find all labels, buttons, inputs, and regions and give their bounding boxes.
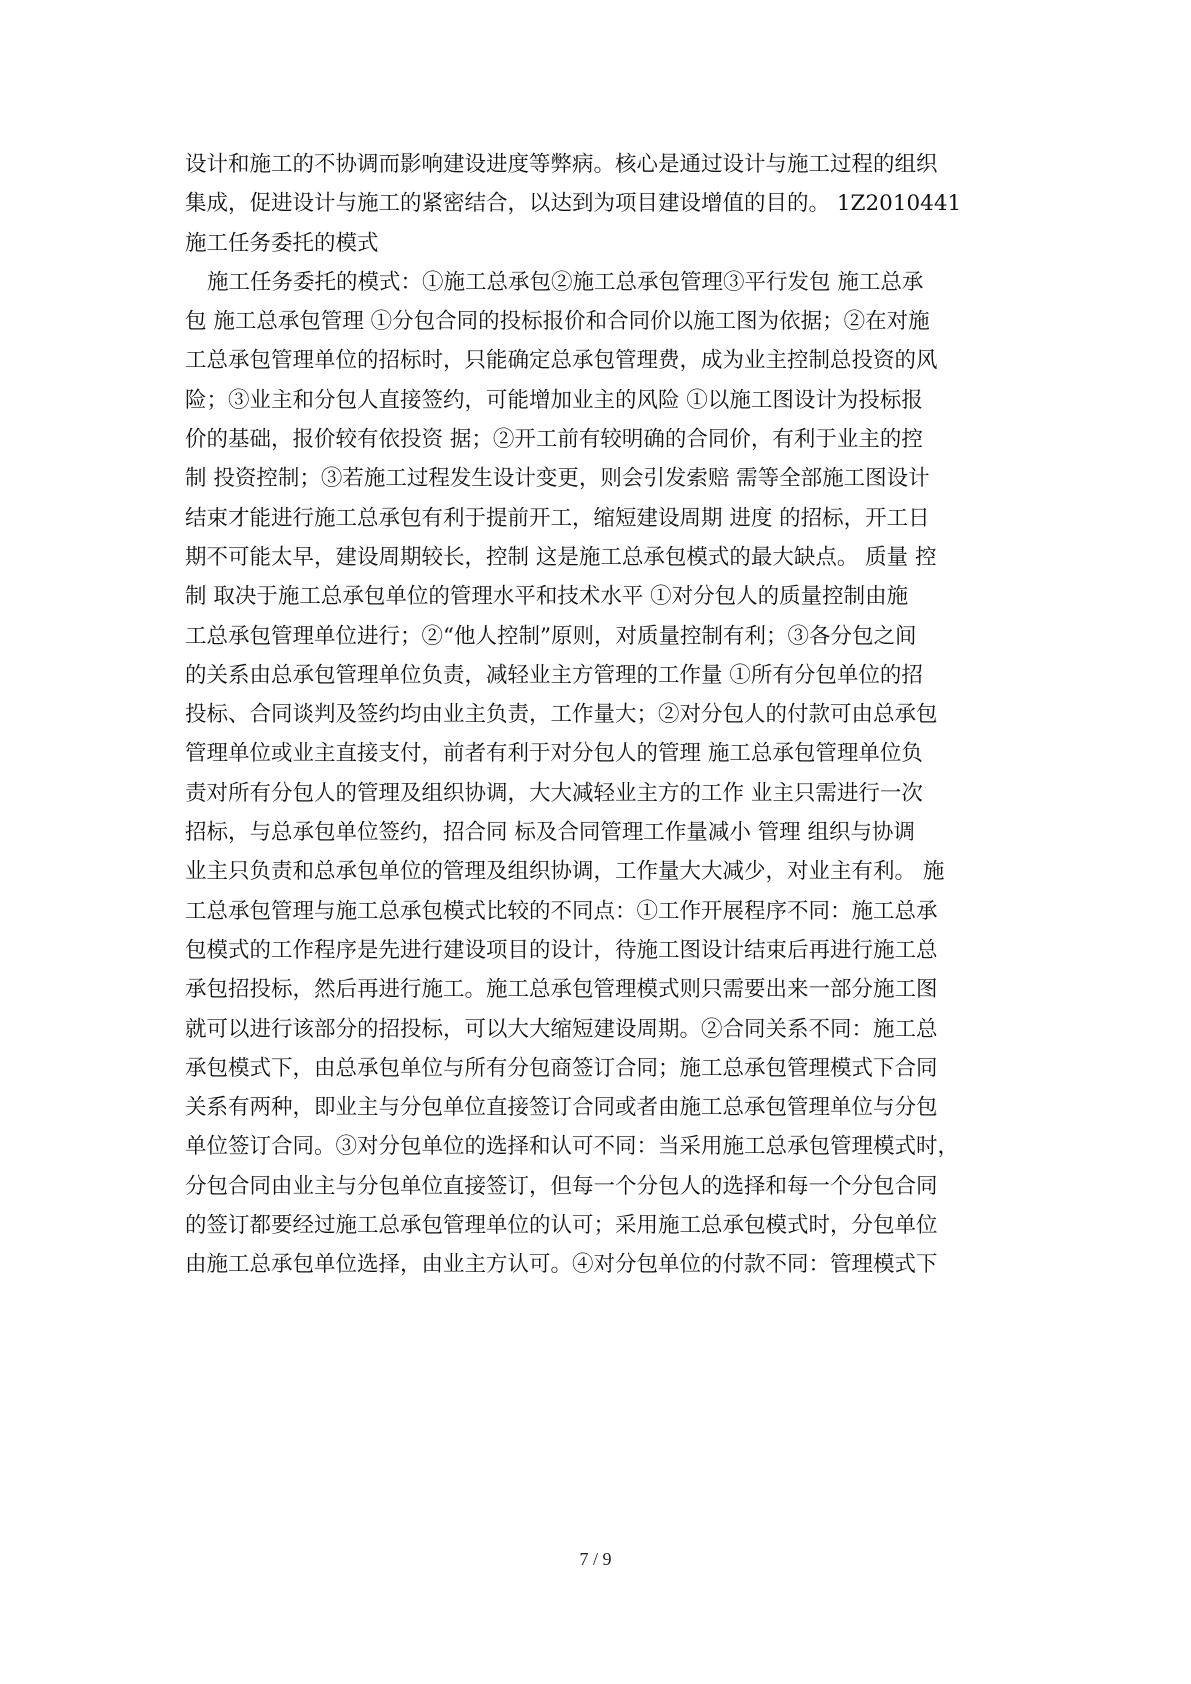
text-line: 招标，与总承包单位签约，招合同 标及合同管理工作量减小 管理 组织与协调 (185, 820, 916, 846)
text-line: 设计和施工的不协调而影响建设进度等弊病。核心是通过设计与施工过程的组织 (185, 152, 938, 177)
text-line: 分包合同由业主与分包单位直接签订，但每一个分包人的选择和每一个分包合同 (185, 1173, 938, 1199)
text-line: 承包招投标，然后再进行施工。施工总承包管理模式则只需要出来一部分施工图 (185, 977, 938, 1003)
text-line: 施工任务委托的模式：①施工总承包②施工总承包管理③平行发包 施工总承 (207, 269, 924, 295)
text-line: 投标、合同谈判及签约均由业主负责，工作量大；②对分包人的付款可由总承包 (185, 702, 938, 728)
text-line: 集成，促进设计与施工的紧密结合，以达到为项目建设增值的目的。 1Z2010441 (185, 191, 962, 217)
text-line: 的签订都要经过施工总承包管理单位的认可；采用施工总承包模式时，分包单位 (185, 1213, 938, 1239)
text-line: 工总承包管理单位进行；②“他人控制”原则，对质量控制有利；③各分包之间 (185, 623, 917, 649)
text-line: 就可以进行该部分的招投标，可以大大缩短建设周期。②合同关系不同：施工总 (185, 1016, 938, 1042)
text-line: 管理单位或业主直接支付，前者有利于对分包人的管理 施工总承包管理单位负 (185, 741, 923, 767)
section-heading: 施工任务委托的模式 (185, 230, 379, 256)
text-line: 由施工总承包单位选择，由业主方认可。④对分包单位的付款不同：管理模式下 (185, 1252, 938, 1278)
text-line: 业主只负责和总承包单位的管理及组织协调，工作量大大减少，对业主有利。 施 (185, 859, 945, 885)
text-line: 险；③业主和分包人直接签约，可能增加业主的风险 ①以施工图设计为投标报 (185, 387, 923, 413)
text-line: 关系有两种，即业主与分包单位直接签订合同或者由施工总承包管理单位与分包 (185, 1095, 938, 1121)
text-line: 工总承包管理单位的招标时，只能确定总承包管理费，成为业主控制总投资的风 (185, 348, 938, 374)
text-line: 责对所有分包人的管理及组织协调，大大减轻业主方的工作 业主只需进行一次 (185, 780, 923, 806)
text-line: 期不可能太早，建设周期较长，控制 这是施工总承包模式的最大缺点。 质量 控 (185, 544, 937, 570)
document-body (185, 145, 1005, 1285)
text-line: 单位签订合同。③对分包单位的选择和认可不同：当采用施工总承包管理模式时， (185, 1134, 960, 1160)
text-line: 制 投资控制；③若施工过程发生设计变更，则会引发索赔 需等全部施工图设计 (185, 466, 930, 492)
text-line: 价的基础，报价较有依投资 据；②开工前有较明确的合同价，有利于业主的控 (185, 427, 923, 453)
text-line: 的关系由总承包管理单位负责，减轻业主方管理的工作量 ①所有分包单位的招 (185, 662, 923, 688)
text-line: 工总承包管理与施工总承包模式比较的不同点：①工作开展程序不同：施工总承 (185, 898, 938, 924)
text-line: 结束才能进行施工总承包有利于提前开工，缩短建设周期 进度 的招标，开工日 (185, 505, 930, 531)
text-line: 制 取决于施工总承包单位的管理水平和技术水平 ①对分包人的质量控制由施 (185, 584, 909, 610)
text-line: 包模式的工作程序是先进行建设项目的设计，待施工图设计结束后再进行施工总 (185, 937, 938, 963)
text-line: 承包模式下，由总承包单位与所有分包商签订合同；施工总承包管理模式下合同 (185, 1055, 938, 1081)
text-line: 包 施工总承包管理 ①分包合同的投标报价和合同价以施工图为依据；②在对施 (185, 309, 930, 335)
page-number: 7 / 9 (579, 1549, 612, 1569)
